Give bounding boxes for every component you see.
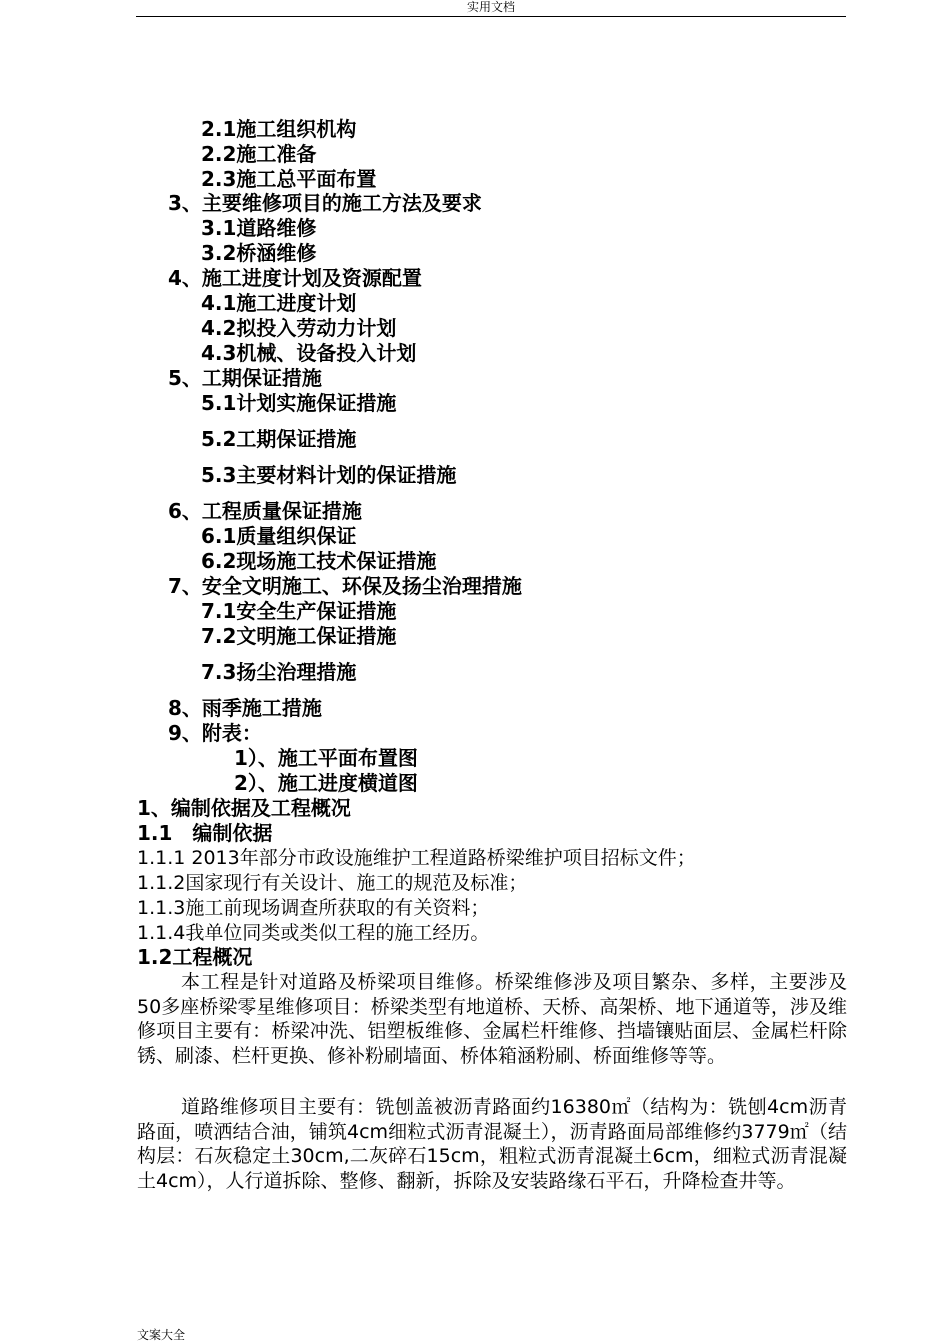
toc-item-7-2: 7.2文明施工保证措施 — [201, 624, 397, 648]
toc-item-6: 6、工程质量保证措施 — [168, 499, 362, 523]
toc-item-5-3: 5.3主要材料计划的保证措施 — [201, 463, 457, 487]
toc-item-3: 3、主要维修项目的施工方法及要求 — [168, 191, 482, 215]
page-header: 实用文档 — [136, 0, 846, 17]
toc-item-3-2: 3.2桥涵维修 — [201, 241, 317, 265]
toc-item-2-1: 2.1施工组织机构 — [201, 117, 357, 141]
toc-item-5-1: 5.1计划实施保证措施 — [201, 391, 397, 415]
page-footer: 文案大全 — [137, 1328, 186, 1342]
reference-item: 1.1.2国家现行有关设计、施工的规范及标准； — [137, 872, 528, 894]
overview-paragraph-bridges: 本工程是针对道路及桥梁项目维修。桥梁维修涉及项目繁杂、多样，主要涉及50多座桥梁零星维修项目：桥梁类型有地道桥、天桥、高架桥、地下通道等，涉及维修项目主要有：桥梁冲洗、铝塑板维修、金属栏杆维修、挡墙镶贴面层、金属栏杆除锈、刷漆、栏杆更换、修补粉刷墙面、桥体箱涵粉刷、桥面维修等等。 — [137, 971, 847, 1067]
toc-item-4-2: 4.2拟投入劳动力计划 — [201, 316, 397, 340]
toc-item-5-2: 5.2工期保证措施 — [201, 427, 357, 451]
section-1-1-title: 1.1 编制依据 — [137, 821, 273, 845]
overview-paragraph-roads: 道路维修项目主要有：铣刨盖被沥青路面约16380㎡（结构为：铣刨4cm沥青路面，喷洒结合油，铺筑4cm细粒式沥青混凝土），沥青路面局部维修约3779㎡（结构层：石灰稳定土30cm,二灰碎石15cm，粗粒式沥青混凝土6cm，细粒式沥青混凝土4cm），人行道拆除、整修、翻新，拆除及安装路缘石平石，升降检查井等。 — [137, 1096, 847, 1192]
toc-item-9: 9、附表： — [168, 721, 262, 745]
toc-item-9-2: 2）、施工进度横道图 — [234, 771, 418, 795]
toc-item-8: 8、雨季施工措施 — [168, 696, 322, 720]
toc-item-5: 5、工期保证措施 — [168, 366, 322, 390]
toc-item-2-3: 2.3施工总平面布置 — [201, 167, 377, 191]
toc-item-6-2: 6.2现场施工技术保证措施 — [201, 549, 437, 573]
toc-item-7-3: 7.3扬尘治理措施 — [201, 660, 357, 684]
section-1-2-title: 1.2工程概况 — [137, 945, 253, 969]
toc-item-7-1: 7.1安全生产保证措施 — [201, 599, 397, 623]
toc-item-6-1: 6.1质量组织保证 — [201, 524, 357, 548]
toc-item-4-3: 4.3机械、设备投入计划 — [201, 341, 417, 365]
toc-item-7: 7、安全文明施工、环保及扬尘治理措施 — [168, 574, 522, 598]
reference-item: 1.1.4我单位同类或类似工程的施工经历。 — [137, 922, 490, 944]
reference-item: 1.1.3施工前现场调查所获取的有关资料； — [137, 897, 490, 919]
toc-item-2-2: 2.2施工准备 — [201, 142, 317, 166]
toc-item-4-1: 4.1施工进度计划 — [201, 291, 357, 315]
toc-item-4: 4、施工进度计划及资源配置 — [168, 266, 422, 290]
section-1-title: 1、编制依据及工程概况 — [137, 796, 351, 820]
reference-item: 1.1.1 2013年部分市政设施维护工程道路桥梁维护项目招标文件； — [137, 847, 696, 869]
toc-item-3-1: 3.1道路维修 — [201, 216, 317, 240]
toc-item-9-1: 1）、施工平面布置图 — [234, 746, 418, 770]
